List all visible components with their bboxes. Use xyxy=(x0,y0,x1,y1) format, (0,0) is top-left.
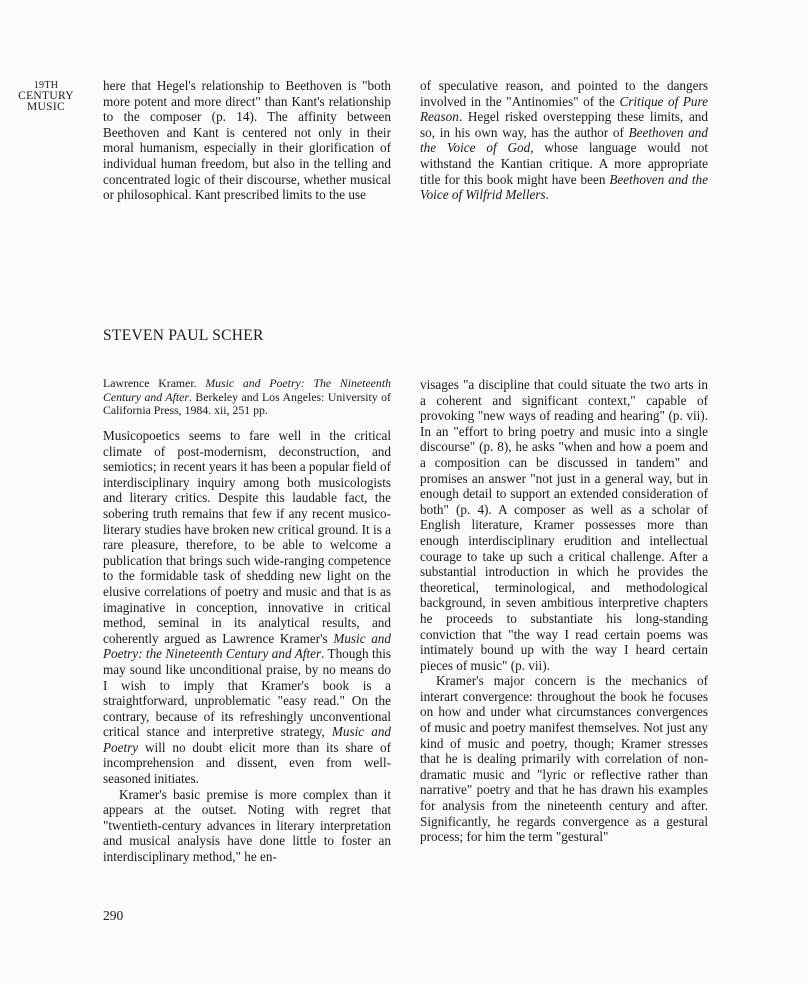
running-head-line3: MUSIC xyxy=(27,101,65,113)
author-heading: STEVEN PAUL SCHER xyxy=(103,327,264,344)
bl-italic-2: Music and Poetry xyxy=(103,724,392,755)
top-right-italic-3: Beethoven and the Voice of Wilfrid Mellers xyxy=(420,171,708,203)
running-head xyxy=(6,80,86,113)
bottom-left-paragraph-1 xyxy=(103,428,391,787)
running-head-line2: CENTURY xyxy=(18,90,74,102)
bl-text-3: will no doubt elicit more than its share of incomprehension and dissent, even from well-seasoned initiates. xyxy=(103,739,391,787)
bl-text-2: . Though this may sound like unconditional praise, by no means do I wish to imply that Kramer's book is a straightforward, unproblematic "easy read." On the contrary, because of its refreshingly unconventional critical stance and interpretive strategy, xyxy=(103,646,391,740)
top-right-column xyxy=(420,78,708,203)
top-left-column xyxy=(103,78,391,203)
top-right-italic-2: Beethoven and the Voice of God xyxy=(420,124,708,156)
bl-text-1: Musicopoetics seems to fare well in the critical climate of post-modernism, deconstruction, and semiotics; in recent years it has been a popular field of interdisciplinary inquiry among both musicologists and literary critics. Despite this laudable fact, the sobering truth remains that few if any recent musico-literary studies have broken new critical ground. It is a rare pleasure, therefore, to be able to welcome a publication that brings such wide-ranging competence to the formidable task of shedding new light on the elusive correlations of poetry and music and that is as imaginative in conception, innovative in critical method, seminal in its analytical results, and coherently argued as Lawrence Kramer's xyxy=(103,428,391,646)
citation-author: Lawrence Kramer. xyxy=(103,376,206,390)
top-right-text-3: , whose language would not withstand the Kantian critique. A more appropriate title for this book might have been xyxy=(420,140,708,187)
top-right-text-4: . xyxy=(545,187,549,203)
bottom-right-paragraph-2: Kramer's major concern is the mechanics of interart convergence: throughout the book he focuses on how and under what circumstances convergences of music and poetry manifest themselves. Not just any kind of music and poetry, though; Kramer stresses that he is dealing primarily with correlation of non-dramatic music and "lyric or reflective rather than narrative" poetry and that he has drawn his examples for analysis from the nineteenth century and after. Significantly, he regards convergence as a gestural process; for him the term "gestural" xyxy=(420,673,708,845)
book-citation xyxy=(103,377,391,418)
bottom-right-paragraph-1: visages "a discipline that could situate the two arts in a coherent and significant context," capable of provoking "new ways of reading and hearing" (p. vii). In an "effort to bring poetry and music into a single discourse" (p. 8), he asks "when and how a poem and a composition can be discussed in tandem" and promises an answer "not just in a general way, but in enough detail to support an extended consideration of both" (p. 4). A composer as well as a scholar of English literature, Kramer possesses more than enough interdisciplinary erudition and intellectual courage to take up such a critical challenge. After a substantial introduction in which he provides the theoretical, terminological, and methodological background, in seven ambitious interpretive chapters he proceeds to substantiate his long-standing conviction that "the way I read certain poems was intimately bound up with the way I heard certain pieces of music" (p. vii). xyxy=(420,377,708,673)
bottom-left-paragraph-2: Kramer's basic premise is more complex than it appears at the outset. Noting with regret that "twentieth-century advances in literary interpretation and musical analysis have done little to foster an interdisciplinary method," he en- xyxy=(103,786,391,865)
citation-publication: . Berkeley and Los Angeles: University of California Press, 1984. xii, 251 pp. xyxy=(103,389,391,418)
running-head-line1: 19TH xyxy=(33,80,59,91)
bottom-left-column xyxy=(103,428,391,865)
bl-italic-1: Music and Poetry: the Nineteenth Century and After xyxy=(103,630,391,662)
top-right-paragraph xyxy=(420,78,708,203)
top-right-text-2: . Hegel risked overstepping these limits, and so, in his own way, has the author of xyxy=(420,109,708,140)
top-right-italic-1: Critique of Pure Reason xyxy=(420,93,708,125)
citation-title: Music and Poetry: The Nineteenth Century and After xyxy=(103,376,391,404)
page-number: 290 xyxy=(103,908,124,923)
top-right-text-1: of speculative reason, and pointed to the dangers involved in the "Antinomies" of the xyxy=(420,78,708,109)
top-left-paragraph: here that Hegel's relationship to Beethoven is "both more potent and more direct" than Kant's relationship to the composer (p. 14). The affinity between Beethoven and Kant is centered not only in their moral humanism, especially in their glorification of individual human freedom, but also in the telling and concentrated logic of their discourse, whether musical or philosophical. Kant prescribed limits to the use xyxy=(103,78,391,203)
bottom-right-column xyxy=(420,377,708,845)
